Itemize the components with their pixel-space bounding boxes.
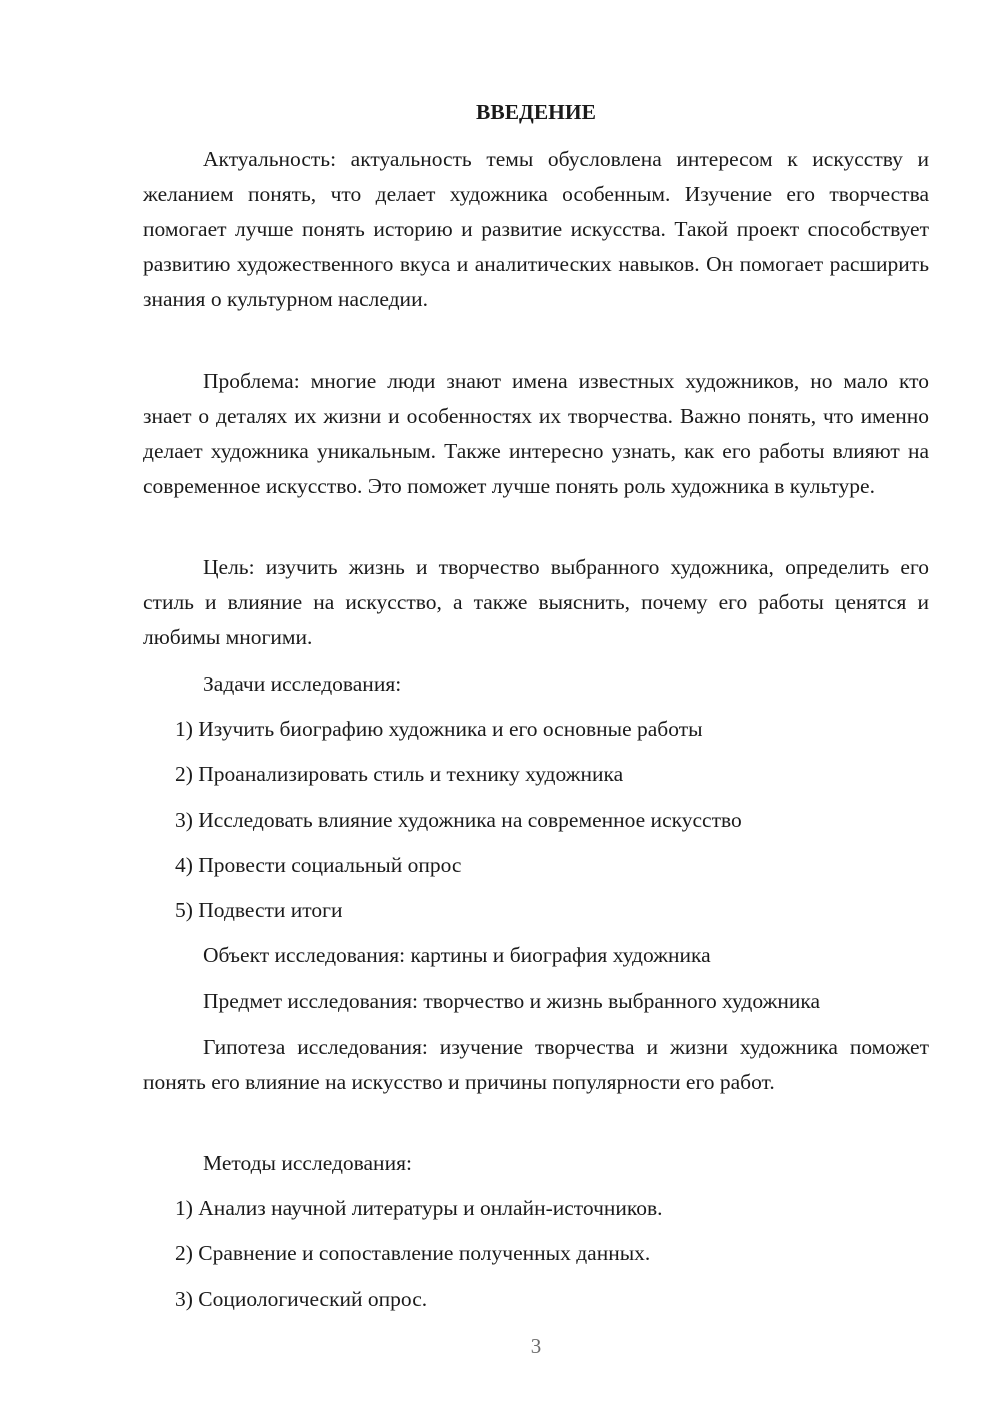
task-item: 1) Изучить биографию художника и его основные работы [175, 717, 703, 741]
hypothesis-paragraph: Гипотеза исследования: изучение творчества и жизни художника поможет понять его влияние на искусство и причины популярности его работ. [143, 1035, 929, 1094]
method-item: 2) Сравнение и сопоставление полученных данных. [175, 1241, 651, 1265]
methods-title: Методы исследования: [203, 1151, 412, 1175]
task-item: 3) Исследовать влияние художника на современное искусство [175, 808, 742, 832]
relevance-paragraph: Актуальность: актуальность темы обусловлена интересом к искусству и желанием понять, что делает художника особенным. Изучение его творчества помогает лучше понять историю и развитие искусства. Такой проект способствует развитию художественного вкуса и аналитических навыков. Он помогает расширить знания о культурном наследии. [143, 147, 929, 311]
tasks-title: Задачи исследования: [203, 672, 402, 696]
research-object: Объект исследования: картины и биография художника [203, 943, 711, 967]
task-item: 5) Подвести итоги [175, 898, 343, 922]
goal-paragraph: Цель: изучить жизнь и творчество выбранного художника, определить его стиль и влияние на искусство, а также выяснить, почему его работы ценятся и любимы многими. [143, 555, 929, 649]
problem-paragraph: Проблема: многие люди знают имена известных художников, но мало кто знает о деталях их жизни и особенностях их творчества. Важно понять, что именно делает художника уникальным. Также интересно узнать, как его работы влияют на современное искусство. Это поможет лучше понять роль художника в культуре. [143, 369, 929, 498]
page-title: ВВЕДЕНИЕ [476, 100, 596, 124]
method-item: 3) Социологический опрос. [175, 1287, 428, 1311]
page-number: 3 [530, 1334, 542, 1358]
task-item: 4) Провести социальный опрос [175, 853, 462, 877]
task-item: 2) Проанализировать стиль и технику художника [175, 762, 624, 786]
research-subject: Предмет исследования: творчество и жизнь выбранного художника [203, 989, 821, 1013]
method-item: 1) Анализ научной литературы и онлайн-источников. [175, 1196, 663, 1220]
